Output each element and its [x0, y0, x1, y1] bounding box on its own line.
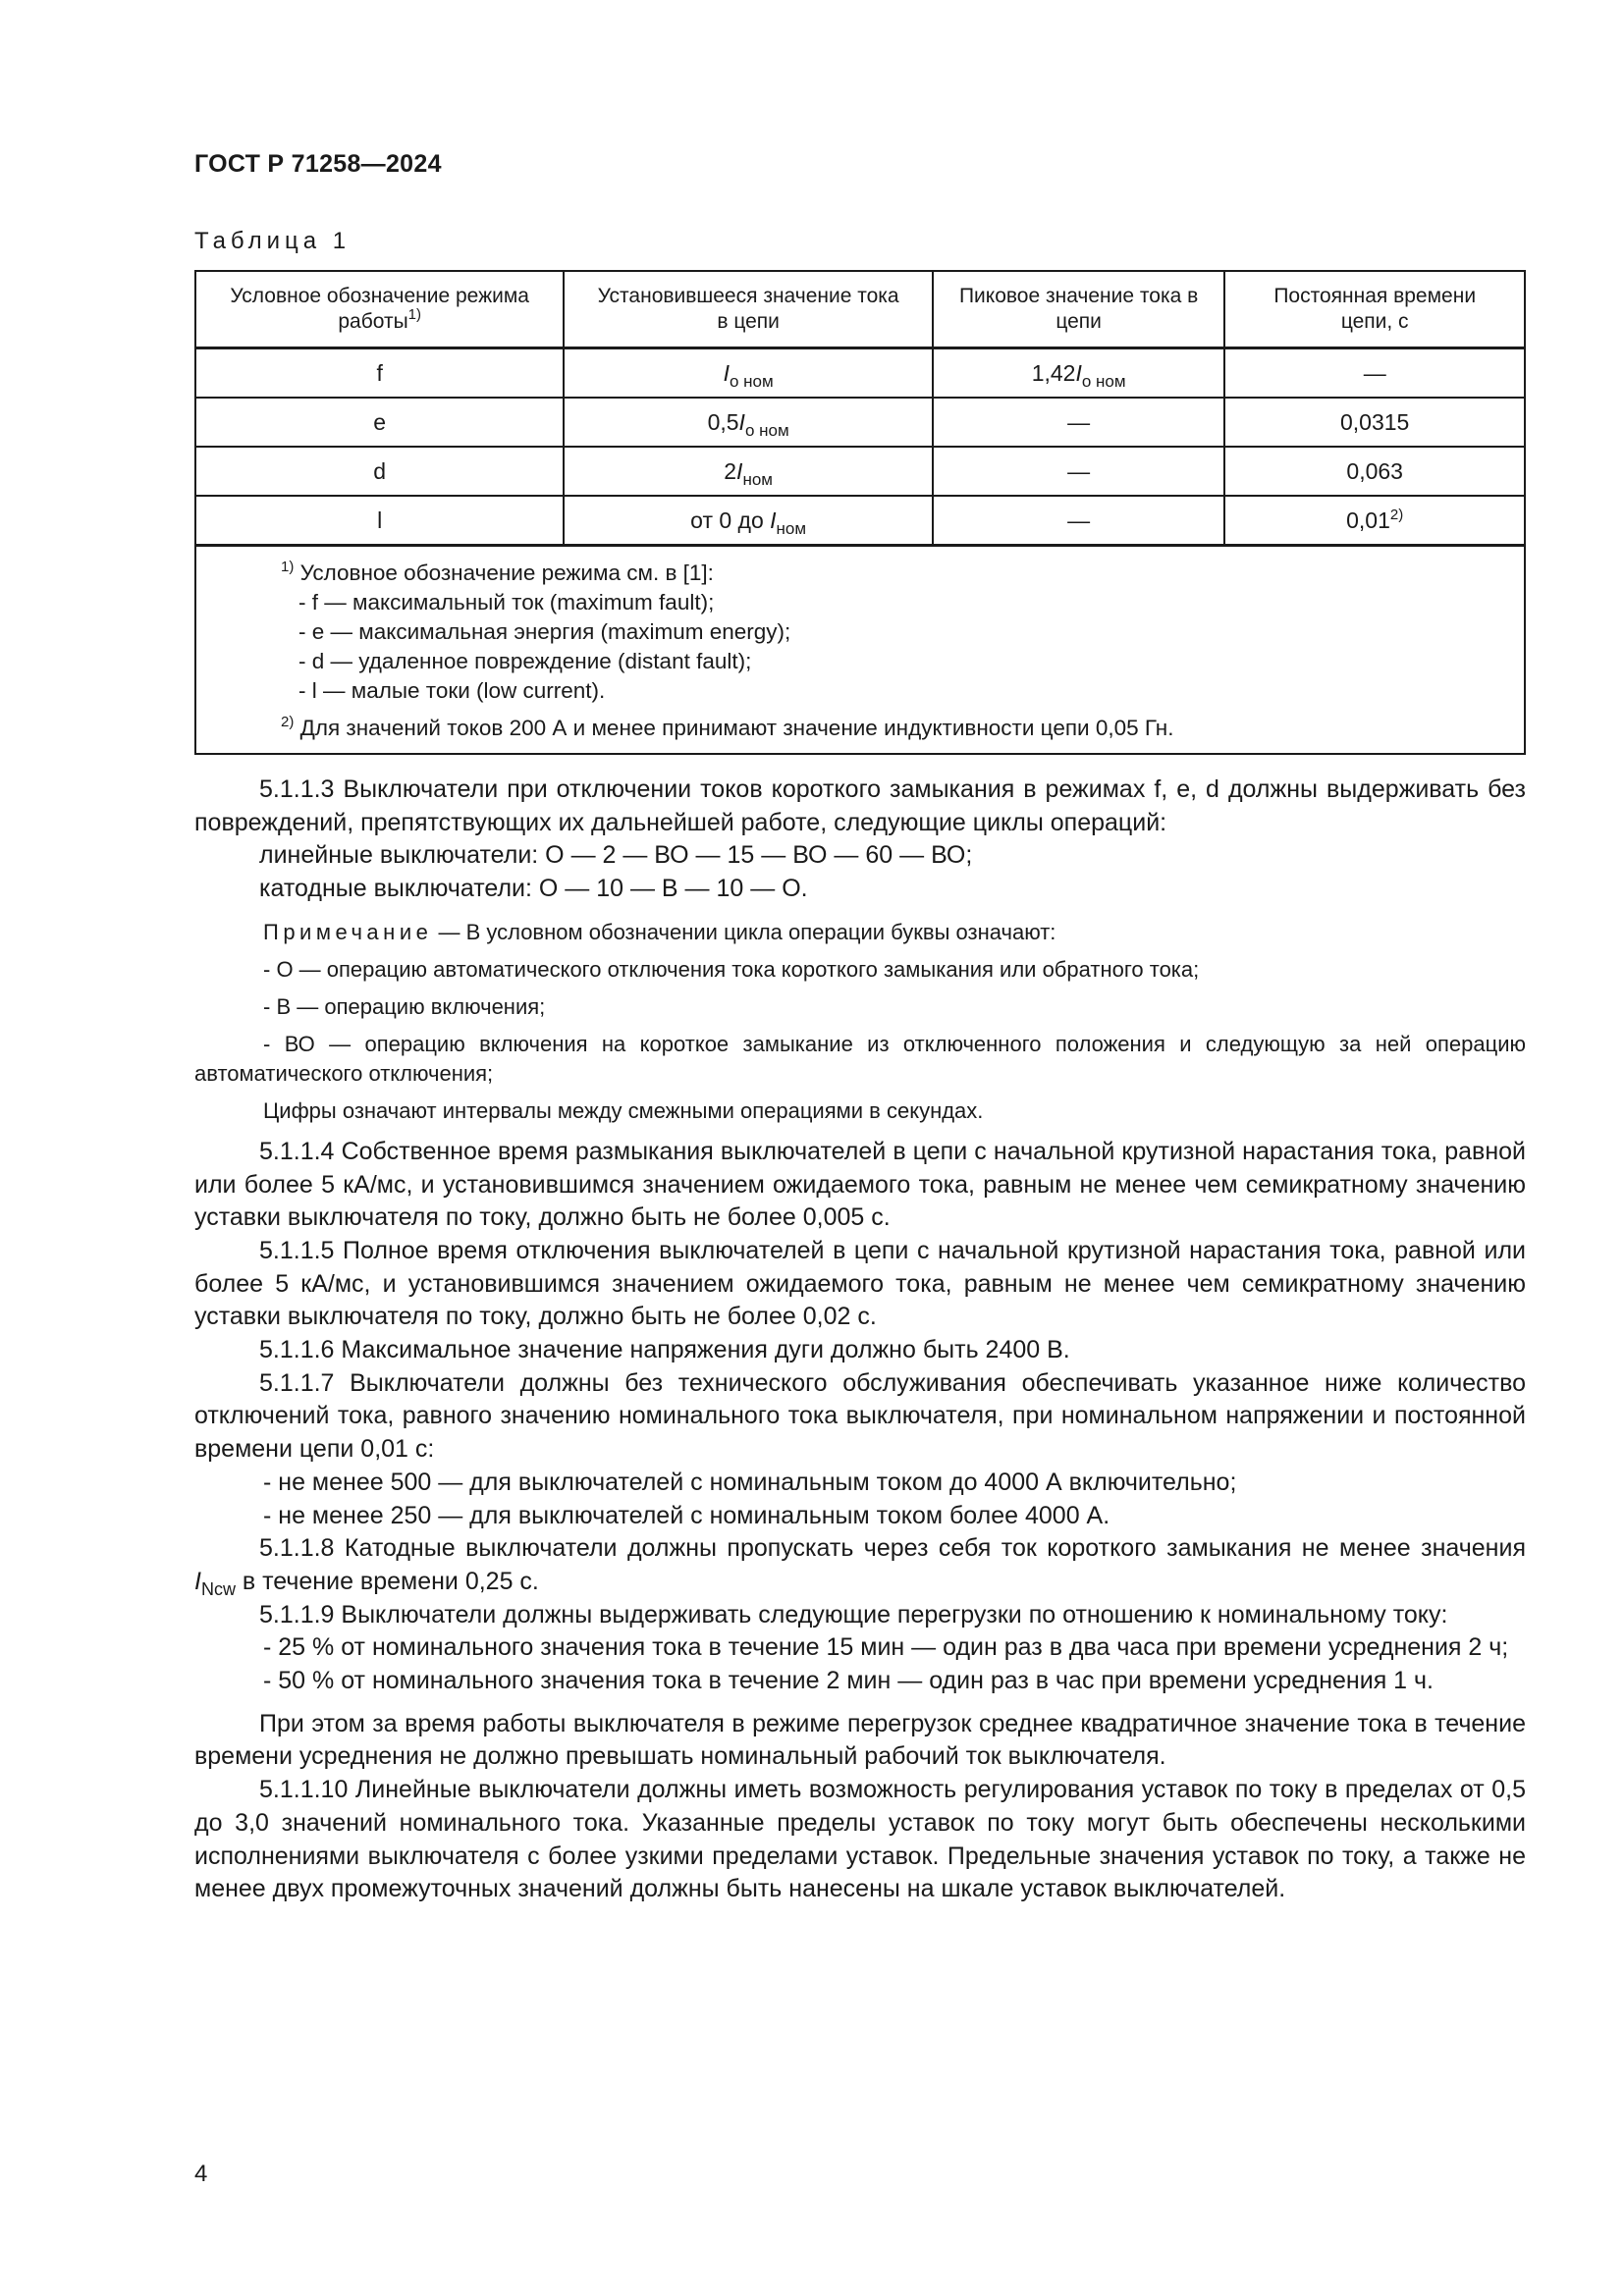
table-footnotes-row — [195, 546, 1525, 755]
modes-table — [194, 270, 1526, 755]
cell-tau: — — [1224, 348, 1525, 399]
cycle-cathode: катодные выключатели: О — 10 — В — 10 — О. — [259, 875, 808, 903]
paragraph-5113: 5.1.1.3 Выключатели при отключении токов короткого замыкания в режимах f, e, d должны выдерживать без повреждений, препятствующих их дальнейшей работе, следующие циклы операций: — [194, 775, 1526, 836]
note-item: - ВО — операцию включения на короткое замыкание из отключенного положения и следующую за ней операцию автоматического отключения; — [194, 1031, 1526, 1086]
note-item: - О — операцию автоматического отключения тока короткого замыкания или обратного тока; — [263, 956, 1200, 982]
note-heading: Примечание — В условном обозначении цикла операции буквы означают: — [263, 919, 1056, 944]
paragraph-5119-tail: При этом за время работы выключателя в режиме перегрузок среднее квадратичное значение тока в течение времени усреднения не должно превышать номинальный рабочий ток выключателя. — [194, 1709, 1526, 1771]
cell-steady: $I_{о ном}$ — [564, 348, 933, 399]
table-caption: Таблица 1 — [194, 228, 352, 254]
footnote-item: - f — максимальный ток (maximum fault); — [298, 590, 715, 614]
paragraph-5119: 5.1.1.9 Выключатели должны выдерживать следующие перегрузки по отношению к номинальному току: — [259, 1600, 1448, 1629]
footnote-item: - l — малые токи (low current). — [298, 678, 606, 703]
cell-steady: $0,5I_{о ном}$ — [564, 398, 933, 447]
list-item: - не менее 500 — для выключателей с номинальным током до 4000 А включительно; — [263, 1468, 1237, 1496]
table-header-row — [195, 271, 1525, 348]
footnote-2: $^{2)}$ Для значений токов 200 А и менее принимают значение индуктивности цепи 0,05 Гн. — [281, 714, 1174, 740]
table-row — [195, 398, 1525, 447]
cell-tau: 0,0315 — [1224, 398, 1525, 447]
header-cell-tau: Постоянная времени цепи, с — [1224, 271, 1525, 348]
note-block — [194, 918, 1526, 1126]
note-item: - В — операцию включения; — [263, 993, 546, 1019]
page-number: 4 — [194, 2161, 208, 2187]
list-item: - 50 % от номинального значения тока в течение 2 мин — один раз в час при времени усреднения 1 ч. — [263, 1667, 1434, 1695]
cell-peak: — — [933, 398, 1225, 447]
footnote-item: - e — максимальная энергия (maximum energy); — [298, 619, 791, 644]
table-row — [195, 447, 1525, 496]
table-footnotes — [195, 546, 1525, 755]
header-cell-peak: Пиковое значение тока в цепи — [933, 271, 1225, 348]
list-item: - 25 % от номинального значения тока в течение 15 мин — один раз в два часа при времени усреднения 2 ч; — [263, 1633, 1509, 1662]
cell-mode: l — [195, 496, 564, 546]
header-cell-steady: Установившееся значение тока в цепи — [564, 271, 933, 348]
cell-steady: от 0 до $I_{ном}$ — [564, 496, 933, 546]
cell-mode: e — [195, 398, 564, 447]
cell-peak: $1,42I_{о ном}$ — [933, 348, 1225, 399]
footnote-1: $^{1)}$ Условное обозначение режима см. в [1]: — [281, 559, 714, 585]
footnote-item: - d — удаленное повреждение (distant fault); — [298, 649, 752, 673]
cycle-linear: линейные выключатели: О — 2 — ВО — 15 — ВО — 60 — ВО; — [259, 841, 973, 870]
document-body — [194, 774, 1526, 1906]
cell-peak: — — [933, 447, 1225, 496]
table-row — [195, 496, 1525, 546]
paragraph-5118: 5.1.1.8 Катодные выключатели должны пропускать через себя ток короткого замыкания не менее значения $I_{Ncw}$ в течение времени 0,25 с. — [194, 1534, 1526, 1599]
cell-mode: d — [195, 447, 564, 496]
cell-peak: — — [933, 496, 1225, 546]
cell-mode: f — [195, 348, 564, 399]
cell-tau: 0,01$^{2)}$ — [1224, 496, 1525, 546]
paragraph-5117: 5.1.1.7 Выключатели должны без технического обслуживания обеспечивать указанное ниже количество отключений тока, равного значению номинального тока выключателя, при номинальном напряжении и постоянной времени цепи 0,01 с: — [194, 1368, 1526, 1464]
table-row — [195, 348, 1525, 399]
paragraph-51110: 5.1.1.10 Линейные выключатели должны иметь возможность регулирования уставок по току в пределах от 0,5 до 3,0 значений номинального тока. Указанные пределы уставок по току могут быть обеспечены несколькими исполнениями выключателя с более узкими пределами уставок. Предельные значения уставок по току, а также не менее двух промежуточных значений должны быть нанесены на шкале уставок выключателей. — [194, 1776, 1526, 1903]
note-digits: Цифры означают интервалы между смежными операциями в секундах. — [263, 1097, 984, 1123]
paragraph-5114: 5.1.1.4 Собственное время размыкания выключателей в цепи с начальной крутизной нарастания тока, равной или более 5 кА/мс, и установившимся значением ожидаемого тока, равным не менее чем семикратному значению уставки выключателя по току, должно быть не более 0,005 с. — [194, 1137, 1526, 1232]
paragraph-5116: 5.1.1.6 Максимальное значение напряжения дуги должно быть 2400 В. — [259, 1336, 1070, 1364]
cell-tau: 0,063 — [1224, 447, 1525, 496]
paragraph-5115: 5.1.1.5 Полное время отключения выключателей в цепи с начальной крутизной нарастания тока, равной или более 5 кА/мс, и установившимся значением ожидаемого тока, равным не менее чем семикратному значению уставки выключателя по току, должно быть не более 0,02 с. — [194, 1236, 1526, 1331]
document-header: ГОСТ Р 71258—2024 — [194, 150, 442, 178]
header-cell-mode: Условное обозначение режима работы$^{1)}$ — [195, 271, 564, 348]
cell-steady: $2I_{ном}$ — [564, 447, 933, 496]
list-item: - не менее 250 — для выключателей с номинальным током более 4000 А. — [263, 1501, 1110, 1529]
